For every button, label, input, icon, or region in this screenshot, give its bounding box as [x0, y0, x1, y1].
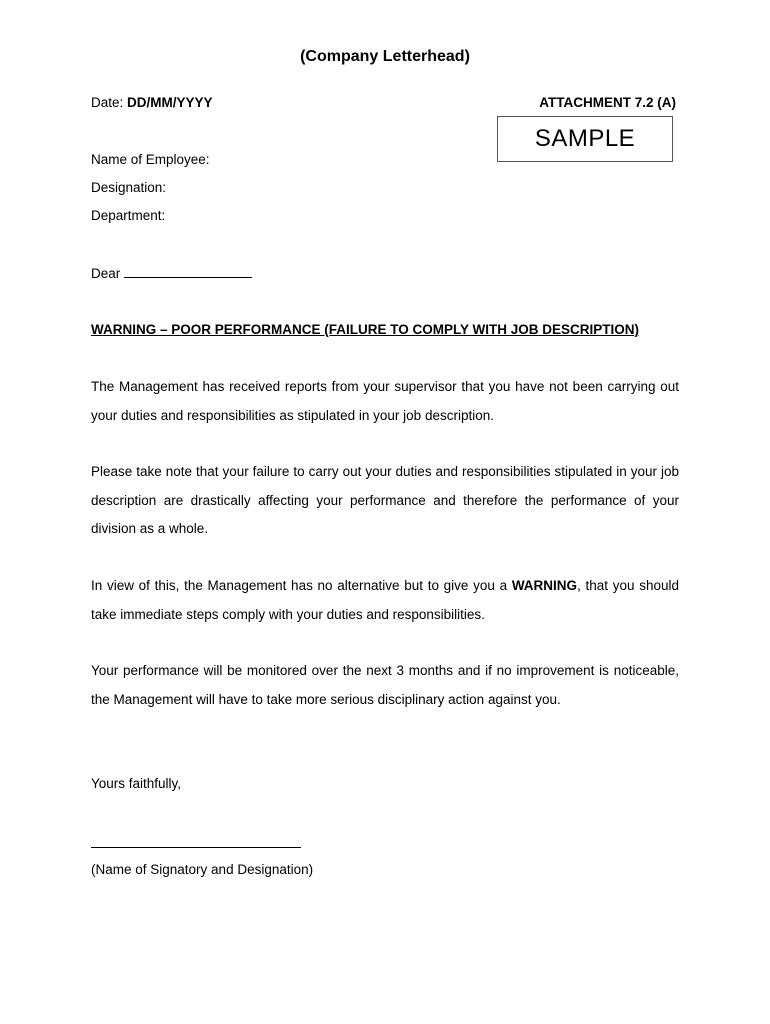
date-value: DD/MM/YYYY	[127, 95, 213, 110]
salutation-blank-line	[124, 265, 252, 278]
salutation	[91, 265, 252, 281]
paragraph-3-end: , that you should take immediate steps comply with your duties and responsibilities.	[91, 578, 679, 622]
company-letterhead: (Company Letterhead)	[300, 48, 470, 65]
designation-field: Designation:	[91, 180, 167, 195]
sample-stamp	[497, 116, 673, 162]
date-line	[91, 95, 213, 110]
paragraph-2: Please take note that your failure to carry out your duties and responsibilities stipulated in your job description are drastically affecting your performance and therefore the performance of your division as a whole.	[91, 464, 679, 536]
closing: Yours faithfully,	[91, 776, 182, 791]
paragraph-4: Your performance will be monitored over the next 3 months and if no improvement is noticeable, the Management will have to take more serious disciplinary action against you.	[91, 663, 679, 707]
subject-heading: WARNING – POOR PERFORMANCE (FAILURE TO COMPLY WITH JOB DESCRIPTION)	[91, 322, 640, 337]
employee-name-field: Name of Employee:	[91, 152, 210, 167]
paragraph-3-start: In view of this, the Management has no alternative but to give you a	[91, 578, 512, 593]
warning-emphasis: WARNING	[511, 578, 578, 593]
salutation-text: Dear	[91, 266, 121, 281]
department-field: Department:	[91, 208, 166, 223]
signature-line	[91, 847, 301, 848]
attachment-reference: ATTACHMENT 7.2 (A)	[539, 95, 676, 110]
paragraph-1: The Management has received reports from your supervisor that you have not been carrying out your duties and responsibilities as stipulated in your job description.	[91, 379, 679, 423]
date-label: Date:	[91, 95, 128, 110]
signatory-name-designation: (Name of Signatory and Designation)	[91, 862, 314, 877]
paragraph-3	[91, 572, 679, 629]
sample-stamp-text: SAMPLE	[534, 125, 636, 152]
